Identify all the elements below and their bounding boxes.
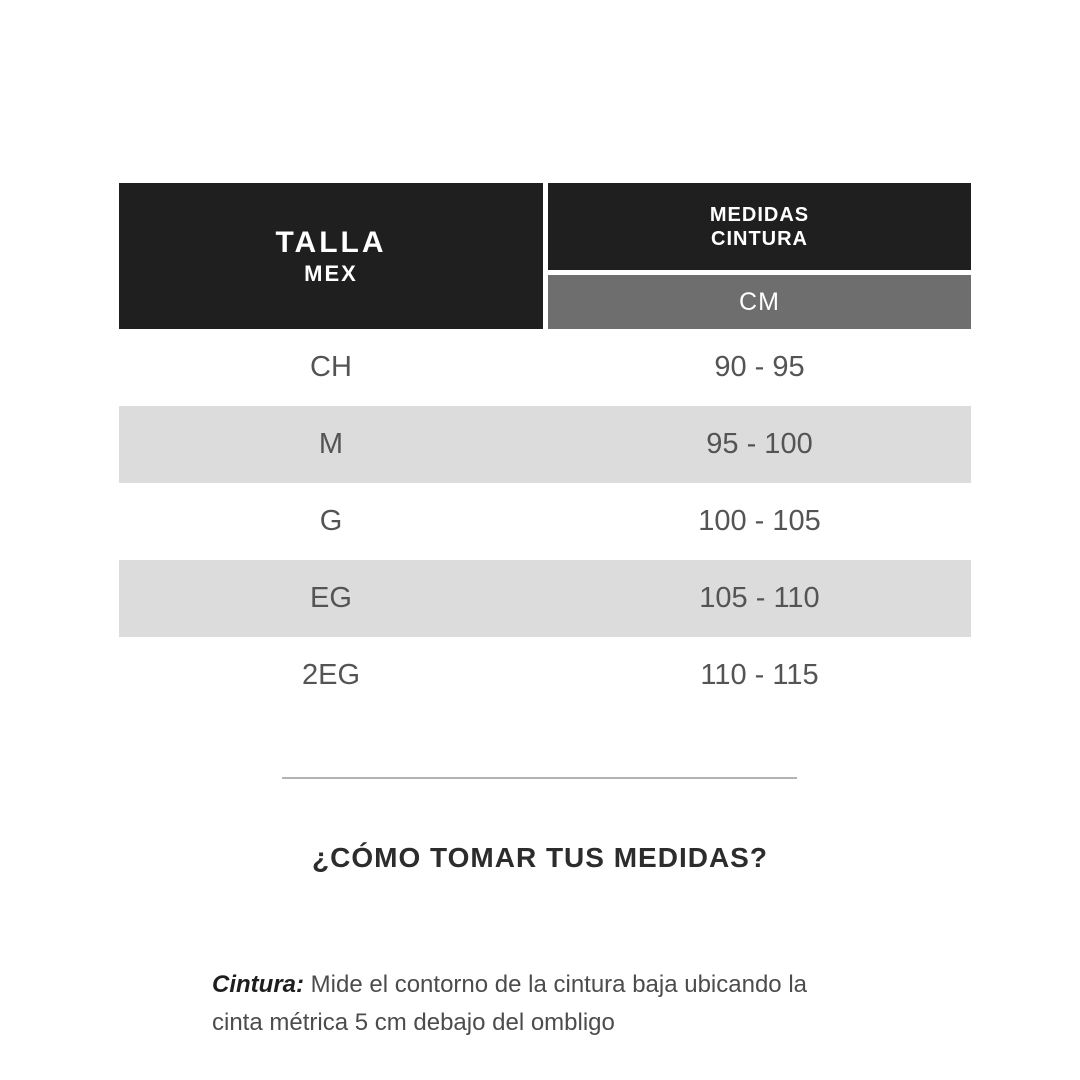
waist-range-cell: 90 - 95 bbox=[714, 351, 805, 383]
waist-range-cell: 110 - 115 bbox=[700, 659, 819, 691]
waist-instruction-label: Cintura: bbox=[212, 971, 304, 998]
how-to-measure-heading: ¿CÓMO TOMAR TUS MEDIDAS? bbox=[312, 842, 768, 873]
table-row bbox=[119, 637, 971, 714]
table-row bbox=[119, 560, 971, 637]
size-cell: G bbox=[319, 505, 343, 537]
waist-range-cell: 100 - 105 bbox=[698, 505, 821, 537]
measure-column-header bbox=[548, 183, 971, 270]
measure-column-header-group bbox=[548, 183, 971, 329]
table-row bbox=[119, 483, 971, 560]
waist-range-cell: 95 - 100 bbox=[706, 428, 813, 460]
measure-column-title-line1: MEDIDAS bbox=[709, 203, 810, 226]
size-cell: M bbox=[318, 428, 344, 460]
waist-instruction-line2: cinta métrica 5 cm debajo del ombligo bbox=[212, 1009, 615, 1036]
size-cell: EG bbox=[310, 582, 352, 614]
unit-label: CM bbox=[739, 287, 780, 316]
how-to-measure-instructions bbox=[212, 966, 912, 1042]
table-row bbox=[119, 406, 971, 483]
size-chart-table bbox=[119, 183, 971, 714]
section-divider bbox=[282, 777, 797, 779]
size-column-header bbox=[119, 183, 543, 329]
table-row bbox=[119, 329, 971, 406]
size-column-subtitle: MEX bbox=[304, 261, 358, 286]
size-cell: 2EG bbox=[301, 659, 361, 691]
table-header-row bbox=[119, 183, 971, 329]
size-cell: CH bbox=[310, 351, 352, 383]
waist-range-cell: 105 - 110 bbox=[699, 582, 820, 614]
measure-column-title-line2: CINTURA bbox=[711, 227, 808, 250]
waist-instruction-line1: Mide el contorno de la cintura baja ubicando la bbox=[310, 971, 807, 998]
unit-header bbox=[548, 275, 971, 329]
size-column-title: TALLA bbox=[275, 226, 387, 259]
